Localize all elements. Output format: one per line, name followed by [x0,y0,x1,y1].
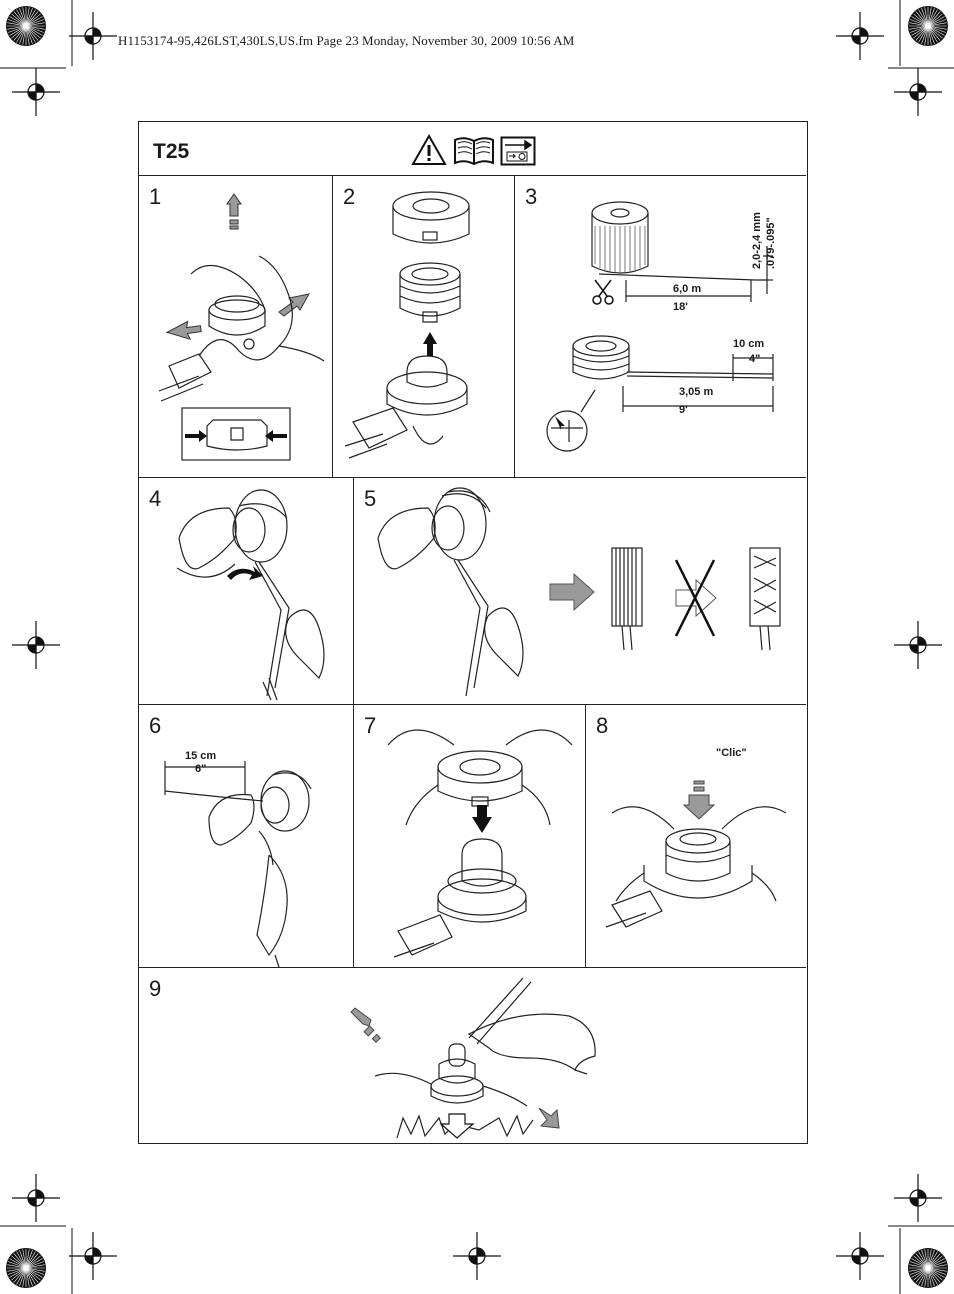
step-5-panel [354,478,806,705]
registration-target [69,1232,117,1280]
registration-target [12,1174,60,1222]
section-title: T25 [153,140,190,163]
step-8-illustration [586,705,806,966]
registration-target [894,621,942,669]
registration-target [453,1232,501,1280]
short-metric-label: 10 cm [733,338,765,350]
registration-target [69,12,117,60]
color-wheel-mark [908,6,948,46]
registration-target [894,1174,942,1222]
instruction-frame [138,121,808,1144]
color-wheel-mark [6,1248,46,1288]
step-6-panel [139,705,354,968]
length-metric-label: 6,0 m [673,283,702,295]
short-imperial-label: 4" [749,353,761,365]
click-sound-label: "Clic" [716,747,747,759]
registration-target [894,68,942,116]
step-4-illustration [139,478,354,703]
step-7-number: 7 [364,713,377,738]
step-1-illustration [139,176,333,476]
trim-length-metric-label: 15 cm [185,750,217,762]
step-4-panel [139,478,354,705]
diameter-imperial-label: .079-.095" [765,217,777,269]
step-8-panel [586,705,806,968]
step-3-number: 3 [525,184,538,209]
step-9-number: 9 [149,976,162,1001]
registration-target [836,1232,884,1280]
step-6-illustration [139,705,354,966]
color-wheel-mark [6,6,46,46]
step-6-number: 6 [149,713,162,738]
step-5-illustration [354,478,806,703]
registration-target [12,621,60,669]
registration-target [12,68,60,116]
print-header: H1153174-95,426LST,430LS,US.fm Page 23 Monday, November 30, 2009 10:56 AM [118,33,575,48]
title-row [139,122,806,176]
half-imperial-label: 9' [679,404,688,416]
reference-arrow-icon [500,136,536,166]
diameter-metric-label: 2,0-2,4 mm [751,212,763,269]
half-metric-label: 3,05 m [679,386,714,398]
step-7-panel [354,705,586,968]
step-8-number: 8 [596,713,609,738]
step-4-number: 4 [149,486,162,511]
step-2-panel [333,176,515,478]
length-imperial-label: 18' [673,301,688,313]
warning-triangle-icon [411,134,447,166]
step-9-illustration [139,968,806,1142]
scissors-icon [593,280,613,304]
step-1-panel [139,176,333,478]
step-5-number: 5 [364,486,377,511]
open-book-icon [453,136,495,166]
color-wheel-mark [908,1248,948,1288]
step-2-illustration [333,176,515,476]
step-9-panel [139,968,806,1142]
step-7-illustration [354,705,586,966]
step-1-number: 1 [149,184,162,209]
registration-target [836,12,884,60]
step-3-panel [515,176,806,478]
step-2-number: 2 [343,184,356,209]
trim-length-imperial-label: 6" [195,763,207,775]
